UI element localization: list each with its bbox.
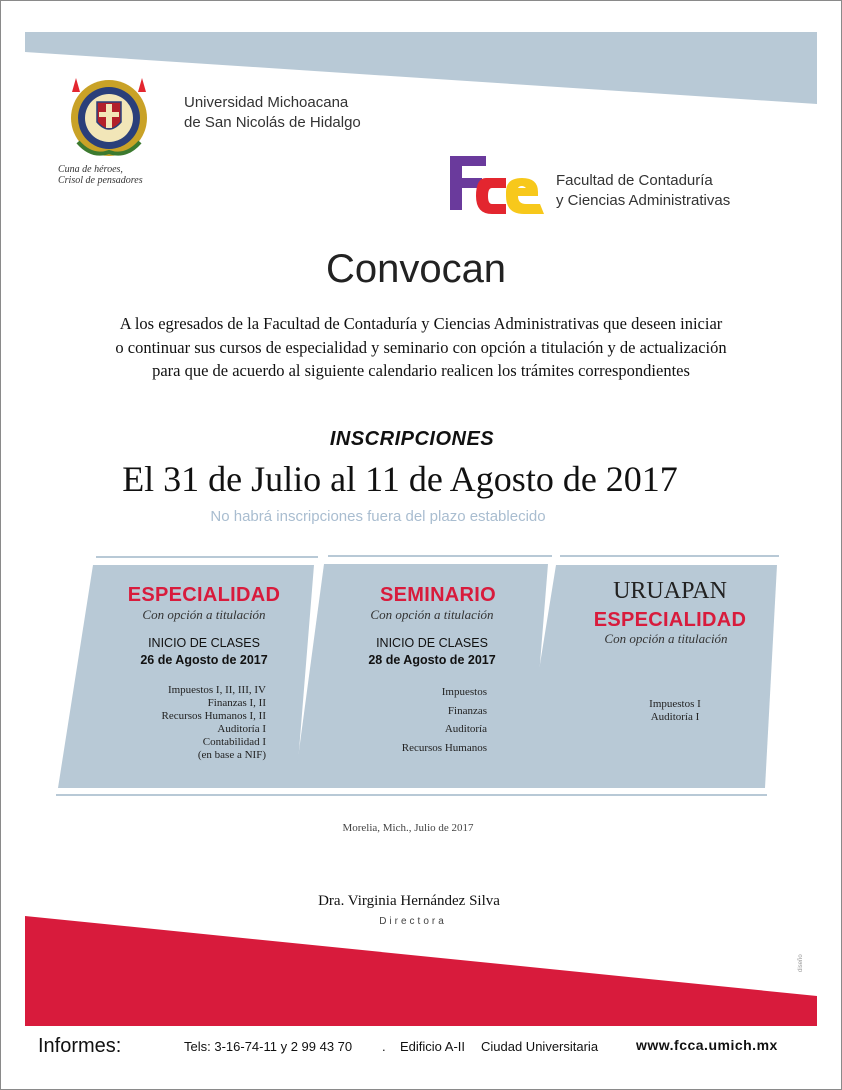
university-seal-logo	[62, 72, 156, 164]
course-item: Impuestos I	[649, 698, 701, 710]
card-uruapan-course-list	[600, 698, 750, 724]
card-especialidad-title: ESPECIALIDAD	[127, 584, 281, 606]
card-uruapan-title: ESPECIALIDAD	[593, 609, 747, 631]
faculty-logo	[446, 152, 546, 218]
intro-line-1: A los egresados de la Facultad de Contaduría y Ciencias Administrativas que deseen iniciar	[119, 314, 723, 333]
bottom-red-band	[25, 916, 817, 1026]
course-item: Impuestos I, II, III, IV	[167, 684, 266, 696]
footer-website-link[interactable]: www.fcca.umich.mx	[636, 1037, 778, 1053]
footer-building: Edificio A-II	[400, 1039, 466, 1054]
inscripciones-note: No habrá inscripciones fuera del plazo establecido	[210, 508, 546, 525]
footer-phones: Tels: 3-16-74-11 y 2 99 43 70	[184, 1039, 353, 1054]
course-item: Auditoría	[444, 723, 487, 735]
card-seminario-subtitle: Con opción a titulación	[370, 607, 494, 622]
card-especialidad-start-date: 26 de Agosto de 2017	[140, 653, 268, 667]
director-name: Dra. Virginia Hernández Silva	[318, 893, 500, 909]
faculty-name-line-1: Facultad de Contaduría	[556, 172, 713, 189]
footer-separator: .	[382, 1039, 386, 1054]
footer-campus: Ciudad Universitaria	[481, 1039, 599, 1054]
course-item: (en base a NIF)	[197, 749, 266, 761]
course-item: Auditoría I	[217, 723, 266, 735]
course-item: Auditoría I	[650, 711, 700, 723]
inscripciones-title: INSCRIPCIONES	[329, 428, 495, 450]
course-item: Finanzas	[447, 704, 487, 717]
intro-line-2: o continuar sus cursos de especialidad y seminario con opción a titulación y de actualización	[115, 337, 727, 357]
card-seminario-course-list	[360, 683, 487, 757]
university-motto	[58, 164, 143, 186]
university-name	[184, 93, 361, 133]
inscripciones-date-range: El 31 de Julio al 11 de Agosto de 2017	[122, 459, 678, 499]
motto-line-2: Crisol de pensadores	[58, 175, 143, 186]
faculty-name	[556, 171, 730, 211]
university-name-line-1: Universidad Michoacana	[184, 94, 349, 111]
card-especialidad-course-list	[100, 684, 266, 762]
university-name-line-2: de San Nicolás de Hidalgo	[184, 114, 361, 131]
card-seminario-start-date: 28 de Agosto de 2017	[368, 653, 496, 667]
course-item: Impuestos	[441, 686, 487, 698]
faculty-name-line-2: y Ciencias Administrativas	[556, 192, 731, 209]
card-uruapan-city: URUAPAN	[613, 578, 727, 604]
card-seminario-start-label: INICIO DE CLASES	[376, 636, 488, 650]
page-heading: Convocan	[325, 247, 507, 291]
director-title: Directora	[379, 916, 447, 927]
course-item: Recursos Humanos	[401, 741, 487, 754]
course-item: Recursos Humanos I, II	[161, 710, 266, 722]
card-especialidad-start-label: INICIO DE CLASES	[148, 636, 260, 650]
course-item: Finanzas I, II	[207, 697, 266, 709]
card-uruapan-subtitle: Con opción a titulación	[604, 631, 728, 646]
course-item: Contabilidad I	[202, 736, 266, 748]
card-seminario-title: SEMINARIO	[379, 584, 497, 606]
motto-line-1: Cuna de héroes,	[58, 164, 123, 175]
intro-line-3: para que de acuerdo al siguiente calendario realicen los trámites correspondientes	[152, 361, 690, 380]
intro-paragraph	[60, 312, 782, 383]
place-date: Morelia, Mich., Julio de 2017	[342, 822, 474, 834]
side-mark: diseño	[798, 954, 804, 972]
footer-label: Informes:	[38, 1035, 122, 1057]
card-especialidad-subtitle: Con opción a titulación	[142, 607, 266, 622]
